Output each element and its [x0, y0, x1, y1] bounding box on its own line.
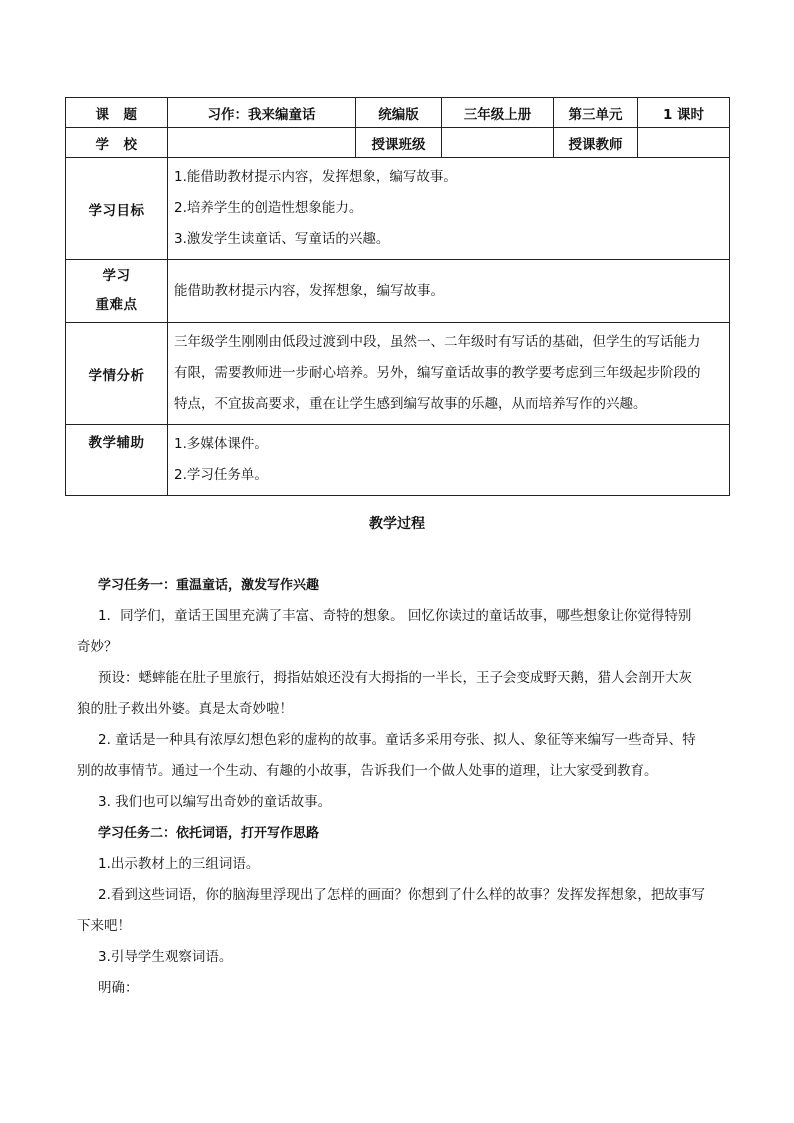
table-row-aids — [66, 425, 730, 496]
analysis-line: 三年级学生刚刚由低段过渡到中段，虽然一、二年级时有写话的基础，但学生的写话能力 — [174, 334, 701, 350]
teacher-value — [638, 128, 730, 158]
paragraph: 明确： — [98, 980, 139, 996]
table-row-goals — [66, 158, 730, 260]
aid-item: 1.多媒体课件。 — [174, 436, 268, 452]
school-value — [168, 128, 356, 158]
paragraph: 3.引导学生观察词语。 — [98, 949, 233, 965]
paragraph-continuation: 狼的肚子救出外婆。真是太奇妙啦！ — [77, 701, 293, 717]
paragraph-continuation: 别的故事情节。通过一个生动、有趣的小故事，告诉我们一个做人处事的道理，让大家受到教育。 — [77, 763, 658, 779]
label-key-points-line2: 重难点 — [95, 297, 138, 313]
table-row-key-points — [66, 260, 730, 323]
label-analysis: 学情分析 — [66, 323, 168, 425]
unit: 第三单元 — [554, 98, 638, 128]
label-aids: 教学辅助 — [66, 425, 168, 496]
table-row-analysis — [66, 323, 730, 425]
analysis-line: 特点，不宜拔高要求，重在让学生感到编写故事的乐趣，从而培养写作的兴趣。 — [174, 396, 647, 412]
grade: 三年级上册 — [442, 98, 554, 128]
aids-content — [168, 425, 730, 496]
label-key-points — [66, 260, 168, 323]
goal-item: 3.激发学生读童话、写童话的兴趣。 — [174, 231, 390, 247]
key-points-text: 能借助教材提示内容，发挥想象，编写故事。 — [174, 282, 444, 299]
goal-item: 1.能借助教材提示内容，发挥想象，编写故事。 — [174, 169, 457, 185]
lesson-title: 习作：我来编童话 — [168, 98, 356, 128]
class-hours: 1 课时 — [638, 98, 730, 128]
paragraph: 3. 我们也可以编写出奇妙的童话故事。 — [98, 794, 332, 810]
goal-item: 2.培养学生的创造性想象能力。 — [174, 200, 363, 216]
teaching-process-body — [77, 570, 725, 1004]
paragraph-continuation: 下来吧！ — [77, 918, 131, 934]
paragraph: 2.看到这些词语，你的脑海里浮现出了怎样的画面？你想到了什么样的故事？发挥发挥想象，把故事写 — [98, 887, 705, 903]
paragraph-continuation: 奇妙？ — [77, 639, 118, 655]
label-school: 学 校 — [66, 128, 168, 158]
paragraph: 预设：蟋蟀能在肚子里旅行，拇指姑娘还没有大拇指的一半长，王子会变成野天鹅，猎人会剖开大灰 — [98, 670, 692, 686]
label-goals: 学习目标 — [66, 158, 168, 260]
label-topic: 课 题 — [66, 98, 168, 128]
section-title: 教学过程 — [369, 516, 425, 532]
lesson-info-table — [65, 97, 730, 496]
edition: 统编版 — [356, 98, 442, 128]
task-heading: 学习任务二：依托词语，打开写作思路 — [98, 826, 320, 841]
table-row-title — [66, 98, 730, 128]
goals-content — [168, 158, 730, 260]
paragraph: 2. 童话是一种具有浓厚幻想色彩的虚构的故事。童话多采用夸张、拟人、象征等来编写一些奇异、特 — [98, 732, 696, 748]
label-class: 授课班级 — [356, 128, 442, 158]
label-teacher: 授课教师 — [554, 128, 638, 158]
key-points-content — [168, 260, 730, 323]
paragraph: 1.出示教材上的三组词语。 — [98, 856, 260, 872]
analysis-content — [168, 323, 730, 425]
task-heading: 学习任务一：重温童话，激发写作兴趣 — [98, 578, 320, 593]
label-key-points-line1: 学习 — [102, 268, 131, 284]
table-row-school — [66, 128, 730, 158]
aid-item: 2.学习任务单。 — [174, 467, 268, 483]
analysis-line: 有限，需要教师进一步耐心培养。另外，编写童话故事的教学要考虑到三年级起步阶段的 — [174, 365, 701, 381]
paragraph: 1．同学们，童话王国里充满了丰富、奇特的想象。 回忆你读过的童话故事，哪些想象让你觉得特别 — [98, 608, 692, 624]
class-value — [442, 128, 554, 158]
